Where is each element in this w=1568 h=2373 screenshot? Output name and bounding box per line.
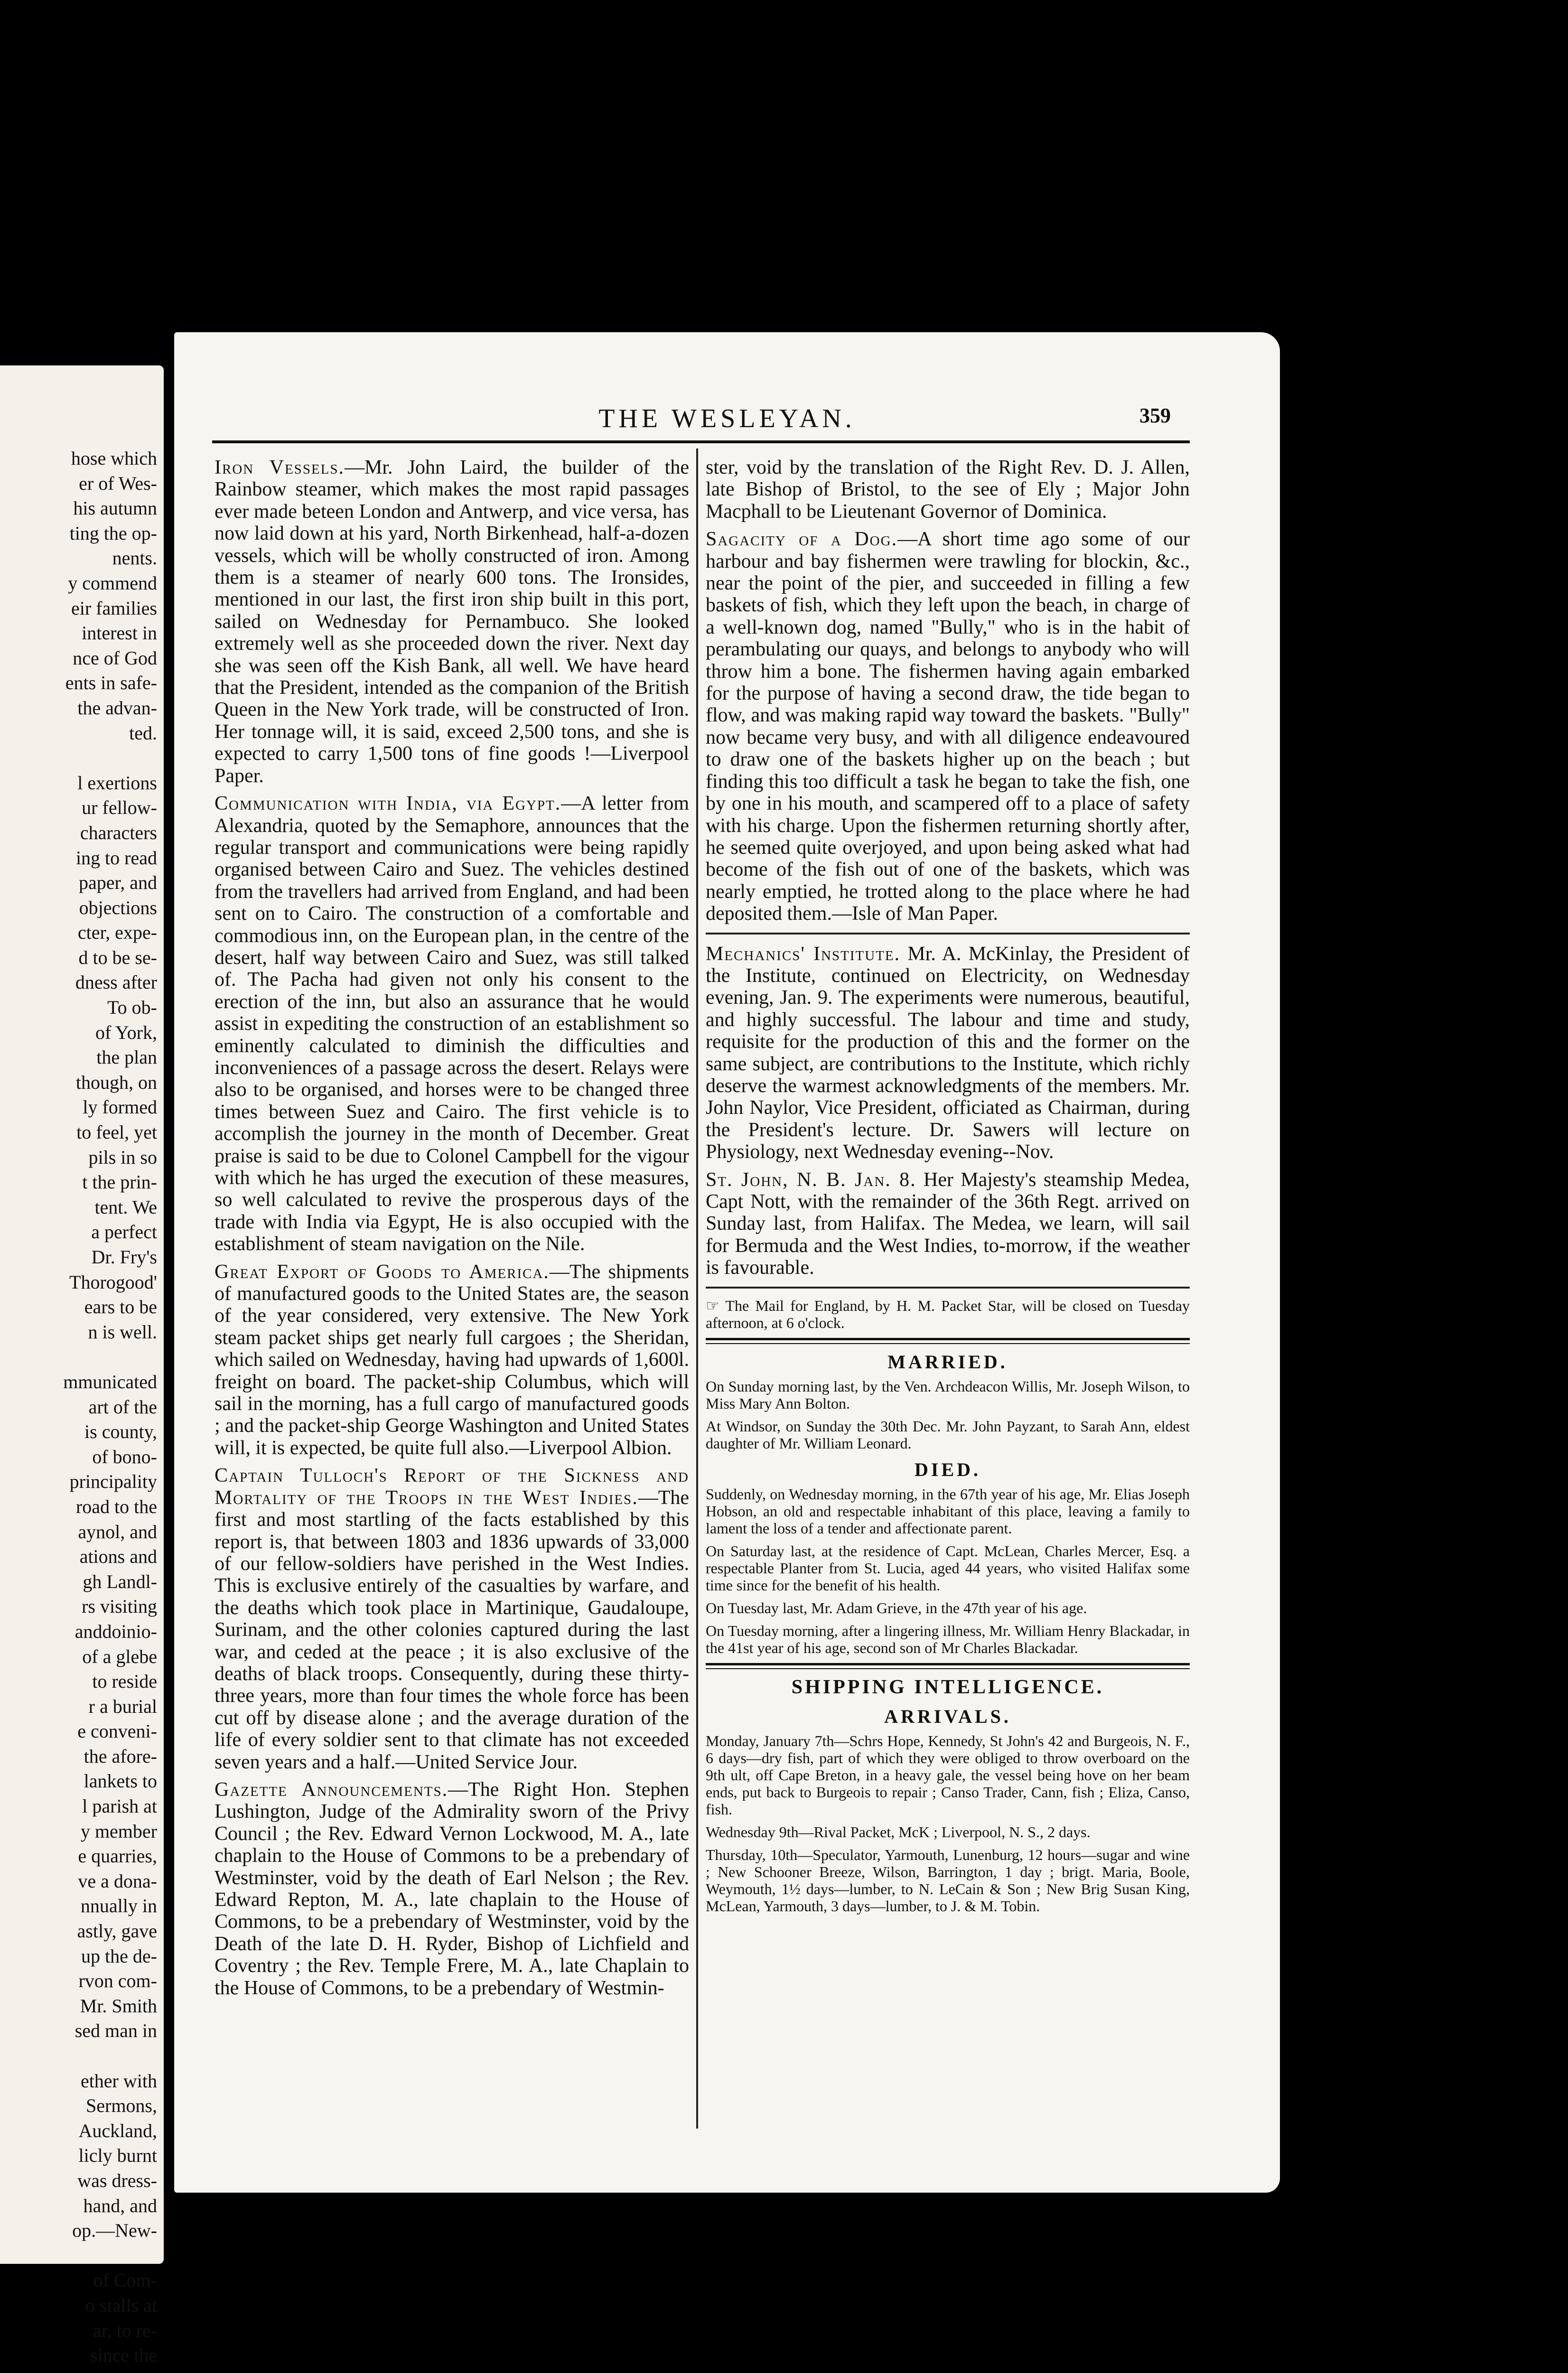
facing-page-line: t the prin- — [82, 1171, 157, 1193]
facing-page-line: hose which — [71, 448, 157, 469]
facing-page-line: dness after — [75, 972, 157, 993]
facing-page-line: though, on — [75, 1071, 157, 1093]
facing-page-line: interest in — [82, 622, 157, 644]
facing-page-line: cter, expe- — [77, 922, 157, 944]
facing-page-line — [63, 2044, 157, 2069]
facing-page-line: objections — [79, 897, 157, 918]
facing-page-line: rs visiting — [82, 1596, 157, 1617]
facing-page-line: was dress- — [77, 2169, 157, 2191]
gazette-continuation: ster, void by the translation of the Right Rev. D. J. Allen, late Bishop of Bristol, to the see of Ely ; Major John Macphall to be Lieutenant Governor of Dominica. — [706, 457, 1190, 523]
facing-page-line: tent. We — [94, 1196, 157, 1218]
facing-page-line: of Com- — [93, 2270, 157, 2291]
facing-page-line: d to be se- — [78, 946, 157, 968]
column-rule — [696, 448, 698, 2129]
facing-page-line: o stalls at — [85, 2294, 157, 2316]
article-head: Mechanics' Institute. — [706, 943, 901, 965]
column-left — [215, 457, 689, 2005]
facing-page-line: sed man in — [75, 2020, 157, 2042]
facing-page-line: the plan — [96, 1046, 157, 1068]
facing-page-line: characters — [80, 822, 157, 843]
article-head: St. John, N. B. Jan. 8. — [706, 1168, 916, 1191]
gutter — [164, 361, 174, 2269]
facing-page-line: the afore- — [84, 1745, 157, 1767]
facing-page-line: of York, — [95, 1021, 157, 1043]
facing-page-line: ly formed — [83, 1096, 157, 1118]
header-rule — [212, 440, 1190, 443]
facing-page-line: ents in safe- — [65, 672, 157, 694]
facing-page-line: er of Wes- — [79, 472, 157, 494]
article-body: —A short time ago some of our harbour and bay fishermen were trawling for blockin, &c., near the point of the pier, and succeeded in filling a few baskets of fish, which they left upon the beach, in charge of a well-known dog, named "Bully," who is in the habit of perambulating our quays, and belongs to anybody who will throw him a bone. The fishermen having again embarked for the purpose of having a second draw, the tide began to flow, and was making rapid way toward the baskets. "Bully" now became very busy, and with all diligence endeavoured to draw one of the baskets higher up on the beach ; but finding this too difficult a task he began to take the fish, one by one in his mouth, and scampered off to a place of safety with his charge. Upon the fishermen returning shortly after, he seemed quite overjoyed, and upon being asked what had become of the fish out of one of the baskets, which was nearly emptied, he trotted along to the place where he had deposited them.—Isle of Man Paper. — [706, 528, 1190, 925]
article-head: Great Export of Goods to America. — [215, 1261, 550, 1283]
mail-notice: ☞ The Mail for England, by H. M. Packet Star, will be closed on Tuesday afternoon, at 6 o'clock. — [706, 1297, 1190, 1331]
facing-page-line: astly, gave — [77, 1920, 157, 1942]
facing-page-line: Thorogood' — [69, 1271, 157, 1293]
article-head: Iron Vessels. — [215, 457, 345, 478]
article-body: —The first and most startling of the facts established by this report is, that between 1803 and 1836 upwards of 33,000 of our fellow-soldiers have perished in the West Indies. This is exclusive entirely of the casualties by warfare, and the deaths which took place in Martinique, Gaudaloupe, Surinam, and the other colonies captured during the last war, and ceded at the peace ; it is also exclusive of the deaths of black troops. Consequently, during these thirty-three years, more than four times the whole force has been cut off by disease alone ; and the average duration of the life of every soldier sent to that climate has not exceeded seven years and a half.—United Service Jour. — [215, 1486, 689, 1773]
facing-page-line: l exertions — [77, 772, 157, 794]
divider — [706, 1287, 1190, 1289]
facing-page-line: his autumn — [73, 497, 157, 519]
facing-page-line: ing to read — [75, 847, 157, 869]
died-notice: Suddenly, on Wednesday morning, in the 67th year of his age, Mr. Elias Joseph Hobson, an old and respectable inhabitant of this place, leaving a family to lament the loss of a tender and affectionate parent. — [706, 1485, 1190, 1537]
facing-page-line: op.—New- — [72, 2220, 157, 2242]
facing-page-line: the advan- — [77, 697, 157, 719]
facing-page-line: of a glebe — [82, 1645, 157, 1667]
facing-page-line: ar, to re- — [93, 2319, 157, 2341]
facing-page-line: y commend — [68, 572, 157, 594]
facing-page-line: ether with — [80, 2070, 157, 2092]
died-notice: On Tuesday last, Mr. Adam Grieve, in the 47th year of his age. — [706, 1599, 1087, 1616]
facing-page-line: Sermons, — [86, 2095, 157, 2117]
article-st-john — [706, 1169, 1190, 1279]
article-body: —The shipments of manufactured goods to the United States are, the season of the year considered, very extensive. The New York steam packet ships get nearly full cargoes ; the Sheridan, which sailed on Wednesday, having had upwards of 1,600l. freight on board. The packet-ship Columbus, which will sail in the morning, has a full cargo of manufactured goods ; and the packet-ship George Washington and United States will, it is expected, be quite full also.—Liverpool Albion. — [215, 1261, 689, 1459]
facing-page-line — [63, 2243, 157, 2269]
facing-page-line: anddoinio- — [75, 1620, 157, 1642]
facing-page-line: aynol, and — [78, 1521, 157, 1542]
facing-page-line: Mr. Smith — [80, 1995, 157, 2017]
article-body: Mr. A. McKinlay, the President of the Institute, continued on Electricity, on Wednesday evening, Jan. 9. The experiments were numerous, beautiful, and highly successful. The labour and time and study, requisite for the production of this and the former on the same subject, are contributions to the Institute, which richly deserve the warmest acknowledgments of the members. Mr. John Naylor, Vice President, officiated as Chairman, during the President's lecture. Dr. Sawers will lecture on Physiology, next Wednesday evening--Nov. — [706, 943, 1190, 1163]
masthead: THE WESLEYAN. — [598, 404, 856, 433]
facing-page-line: road to the — [75, 1495, 157, 1517]
facing-page-line: ve a dona- — [78, 1870, 157, 1892]
page-number: 359 — [1139, 404, 1171, 427]
facing-page-line: eir families — [71, 597, 157, 619]
married-notice: On Sunday morning last, by the Ven. Archdeacon Willis, Mr. Joseph Wilson, to Miss Mary Ann Bolton. — [706, 1377, 1190, 1412]
facing-page-line: To ob- — [107, 997, 157, 1018]
facing-page-line: licly burnt — [78, 2145, 157, 2167]
facing-page-line — [63, 746, 157, 771]
died-heading: DIED. — [914, 1458, 981, 1480]
facing-page-line: y member — [80, 1820, 157, 1842]
facing-page-line: n is well. — [88, 1321, 157, 1343]
died-notice: On Tuesday morning, after a lingering illness, Mr. William Henry Blackadar, in the 41st year of his age, second son of Mr Charles Blackadar. — [706, 1622, 1190, 1656]
facing-page-line: art of the — [88, 1396, 157, 1418]
facing-page-line: rvon com- — [78, 1970, 157, 1992]
facing-page-line: Auckland, — [78, 2120, 157, 2141]
facing-page-line: up the de- — [81, 1945, 157, 1967]
shipping-heading: SHIPPING INTELLIGENCE. — [791, 1676, 1104, 1698]
facing-page-line: to reside — [92, 1671, 157, 1692]
facing-page-line: of bono- — [92, 1446, 157, 1467]
article-body: —A letter from Alexandria, quoted by the Semaphore, announces that the regular transport and communications were being rapidly organised between Cairo and Suez. The vehicles destined from the travellers had arrived from England, and had been sent on to Cairo. The construction of a comfortable and commodious inn, on the European plan, in the centre of the desert, half way between Cairo and Suez, was still talked of. The Pacha had given not only his consent to the erection of the inn, but also an assurance that he would assist in expediting the construction of an establishment so eminently calculated to diminish the difficulties and inconveniences of a passage across the desert. Relays were also to be organised, and horses were to be changed three times between Suez and Cairo. The first vehicle is to accomplish the journey in the month of December. Great praise is said to be due to Colonel Campbell for the vigour with which he has urged the execution of these measures, so well calculated to revive the prosperous days of the trade with India via Egypt, He is also occupied with the establishment of steam navigation on the Nile. — [215, 793, 689, 1255]
double-rule — [706, 1663, 1190, 1669]
facing-page-line: gh Landl- — [83, 1570, 157, 1592]
facing-page-line: pils in so — [88, 1146, 157, 1168]
arrival-entry: Wednesday 9th—Rival Packet, McK ; Liverpool, N. S., 2 days. — [706, 1823, 1091, 1840]
died-notice: On Saturday last, at the residence of Capt. McLean, Charles Mercer, Esq. a respectable Planter from St. Lucia, aged 44 years, who visited Halifax some time since for the benefit of his health. — [706, 1542, 1190, 1594]
facing-page-line: since the — [90, 2345, 157, 2366]
article-body: —The Right Hon. Stephen Lushington, Judge of the Admirality sworn of the Privy Council ; the Rev. Edward Vernon Lockwood, M. A., late chaplain to the House of Commons to be a prebendary of Westminster, void by the death of Earl Nelson ; the Rev. Edward Repton, M. A., late chaplain to the House of Commons, to be a prebendary of Westminster, void by the Death of the late D. H. Ryder, Bishop of Lichfield and Coventry ; the Rev. Temple Frere, M. A., late Chaplain to the House of Commons, to be a prebendary of Westmin- — [215, 1778, 690, 1999]
article-head: Sagacity of a Dog. — [706, 528, 898, 551]
article-body: —Mr. John Laird, the builder of the Rainbow steamer, which makes the most rapid passages ever made beteen London and Antwerp, and vice versa, has now laid down at his yard, North Birkenhead, half-a-dozen vessels, which will be wholly constructed of iron. Among them is a steamer of nearly 600 tons. The Ironsides, mentioned in our last, the first iron ship built in this port, sailed on Wednesday for Pernambuco. She looked extremely well as she proceeded down the river. Next day she was seen off the Kish Bank, all well. We have heard that the President, intended as the companion of the British Queen in the New York trade, will be constructed of Iron. Her tonnage will, it is said, exceed 2,500 tons, and she is expected to carry 1,500 tons of fine goods !—Liverpool Paper. — [215, 457, 689, 787]
article-tulloch-report — [215, 1465, 689, 1773]
facing-page-line: principality — [69, 1471, 157, 1493]
married-heading: MARRIED. — [887, 1351, 1008, 1373]
facing-page-line: l parish at — [82, 1795, 157, 1817]
facing-page-line: Dr. Fry's — [91, 1246, 157, 1268]
facing-page-line: ting the op- — [69, 522, 157, 544]
double-rule — [706, 1338, 1190, 1344]
facing-page-line: e quarries, — [78, 1845, 157, 1867]
facing-page-line: is county, — [84, 1421, 157, 1443]
married-notice: At Windsor, on Sunday the 30th Dec. Mr. John Payzant, to Sarah Ann, eldest daughter of Mr. William Leonard. — [706, 1417, 1190, 1452]
article-export-goods — [215, 1261, 689, 1459]
facing-page-line: ations and — [79, 1546, 157, 1568]
facing-page-line: e conveni- — [77, 1720, 157, 1742]
article-iron-vessels — [215, 457, 689, 787]
facing-page-line: ears to be — [84, 1296, 157, 1318]
facing-page-line — [63, 1345, 157, 1370]
article-india-egypt — [215, 793, 689, 1255]
facing-page-line: r a burial — [88, 1695, 157, 1717]
article-sagacity-dog — [706, 528, 1190, 925]
facing-page-line: paper, and — [79, 872, 157, 894]
running-head — [174, 403, 1280, 437]
newspaper-page — [174, 332, 1280, 2193]
facing-page-line: hand, and — [83, 2195, 157, 2216]
facing-page-line: ur fellow- — [82, 797, 157, 819]
facing-page-line: nents. — [112, 547, 157, 569]
facing-page-line: a perfect — [91, 1221, 157, 1243]
article-body: Her Majesty's steamship Medea, Capt Nott, with the remainder of the 36th Regt. arrived on Sunday last, from Halifax. The Medea, we learn, will sail for Bermuda and the West Indies, to-morrow, if the weather is favourable. — [706, 1168, 1190, 1279]
facing-page-line: nce of God — [73, 647, 157, 669]
article-head: Communication with India, via Egypt. — [215, 793, 561, 815]
facing-page-text — [63, 446, 157, 2368]
arrival-entry: Thursday, 10th—Speculator, Yarmouth, Lunenburg, 12 hours—sugar and wine ; New Schooner Breeze, Wilson, Barrington, 1 day ; brigt. Maria, Boole, Weymouth, 1½ days—lumber, to N. LeCain & Son ; New Brig Susan King, McLean, Yarmouth, 3 days—lumber, to J. & M. Tobin. — [706, 1846, 1190, 1915]
article-head: Gazette Announcements. — [215, 1778, 448, 1801]
column-right — [706, 457, 1190, 1920]
arrivals-heading: ARRIVALS. — [884, 1705, 1011, 1727]
facing-page-line: lankets to — [84, 1770, 157, 1792]
facing-page — [0, 365, 164, 2366]
facing-page-line: ted. — [129, 722, 157, 744]
arrival-entry: Monday, January 7th—Schrs Hope, Kennedy, St John's 42 and Burgeois, N. F., 6 days—dry fish, part of which they were obliged to throw overboard on the 9th ult, off Cape Breton, in a heavy gale, the vessel being hove on her beam ends, put back to Burgeois to repair ; Canso Trader, Cann, fish ; Eliza, Canso, fish. — [706, 1732, 1190, 1818]
article-mechanics-institute — [706, 943, 1190, 1163]
facing-page-line: to feel, yet — [76, 1121, 157, 1143]
article-gazette — [215, 1779, 689, 1999]
facing-page-line: mmunicated — [63, 1371, 157, 1392]
facing-page-line: nnually in — [80, 1895, 157, 1917]
divider — [706, 933, 1190, 934]
article-head: Captain Tulloch's Report of the Sickness and Mortality of the Troops in the West Indies. — [215, 1465, 689, 1509]
